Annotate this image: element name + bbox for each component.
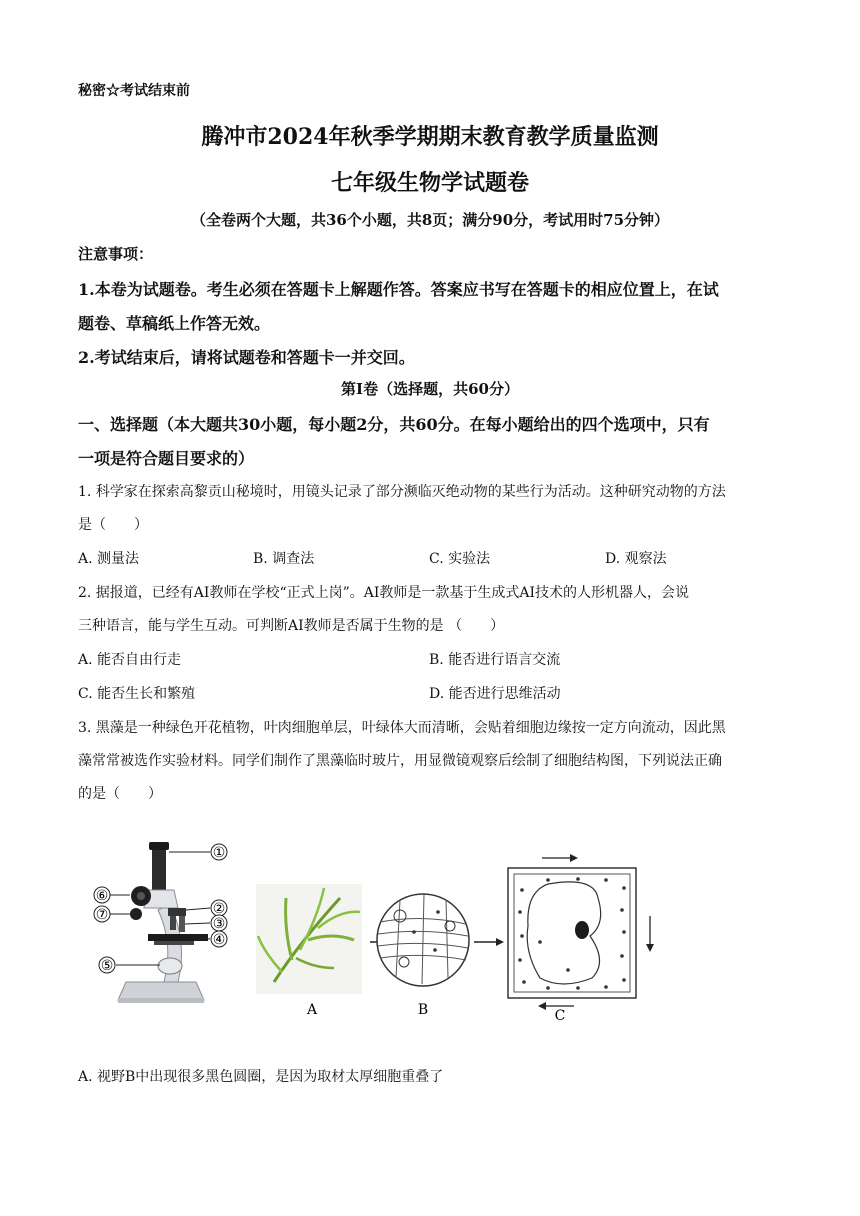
q3-stem-line-1: 3. 黑藻是一种绿色开花植物，叶肉细胞单层，叶绿体大而清晰，会贴着细胞边缘按一定方向流动，因此黑: [78, 720, 726, 736]
q1-option-d: D. 观察法: [605, 551, 667, 567]
section-1-line-1: 一、选择题（本大题共30小题，每小题2分，共60分。在每小题给出的四个选项中，只有: [78, 415, 710, 434]
q1-option-b: B. 调查法: [253, 551, 315, 567]
q1-option-c: C. 实验法: [429, 551, 491, 567]
microscope-illustration: [94, 842, 227, 1003]
q2-option-b: B. 能否进行语言交流: [429, 652, 561, 668]
section-1-line-2: 一项是符合题目要求的）: [78, 449, 255, 468]
notice-item-1-line-1: 1.本卷为试题卷。考生必须在答题卡上解题作答。答案应书写在答题卡的相应位置上，在试: [78, 280, 719, 299]
label-2: ②: [212, 901, 226, 917]
q2-stem-line-2: 三种语言，能与学生互动。可判断AI教师是否属于生物的是 （ ）: [78, 618, 505, 634]
exam-meta: （全卷两个大题，共36个小题，共8页；满分90分，考试用时75分钟）: [190, 211, 670, 229]
arrow-b-to-c-head: [496, 938, 504, 946]
q3-figure: [78, 832, 718, 1022]
label-7: ⑦: [95, 907, 109, 923]
label-c: C: [554, 1008, 566, 1022]
label-1: ①: [212, 845, 226, 861]
q1-stem-line-2: 是（ ）: [78, 517, 148, 533]
exam-subtitle: 七年级生物学试题卷: [330, 170, 529, 196]
notice-item-2: 2.考试结束后，请将试题卷和答题卡一并交回。: [78, 348, 415, 367]
q2-stem-line-1: 2. 据报道，已经有AI教师在学校“正式上岗”。AI教师是一款基于生成式AI技术的人形机器人，会说: [78, 585, 690, 601]
part-1-title: 第Ⅰ卷（选择题，共60分）: [341, 380, 519, 398]
q3-option-a: A. 视野B中出现很多黑色圆圈，是因为取材太厚细胞重叠了: [78, 1069, 444, 1085]
exam-title: 腾冲市2024年秋季学期期末教育教学质量监测: [201, 124, 659, 150]
q1-stem-line-1: 1. 科学家在探索高黎贡山秘境时，用镜头记录了部分濒临灭绝动物的某些行为活动。这种研究动物的方法: [78, 484, 726, 500]
q2-option-d: D. 能否进行思维活动: [429, 686, 561, 702]
cell-structure-illustration: [508, 854, 654, 1022]
label-3: ③: [212, 916, 226, 932]
notice-item-1-line-2: 题卷、草稿纸上作答无效。: [78, 314, 271, 333]
q2-option-c: C. 能否生长和繁殖: [78, 686, 196, 702]
q3-stem-line-3: 的是（ ）: [78, 786, 162, 802]
q2-option-a: A. 能否自由行走: [78, 652, 182, 668]
label-a: A: [306, 1002, 318, 1018]
secret-label: 秘密☆考试结束前: [78, 83, 190, 99]
q3-figure-svg: [78, 832, 718, 1022]
notice-heading: 注意事项：: [78, 245, 154, 263]
microscope-view-illustration: [377, 894, 469, 1018]
q3-stem-line-2: 藻常常被选作实验材料。同学们制作了黑藻临时玻片，用显微镜观察后绘制了细胞结构图，下列说法正确: [78, 753, 722, 769]
q1-option-a: A. 测量法: [78, 551, 140, 567]
waterweed-plant-illustration: [256, 884, 362, 1018]
label-5: ⑤: [100, 958, 114, 974]
label-4: ④: [212, 932, 226, 948]
label-b: B: [417, 1002, 429, 1018]
label-6: ⑥: [95, 888, 109, 904]
